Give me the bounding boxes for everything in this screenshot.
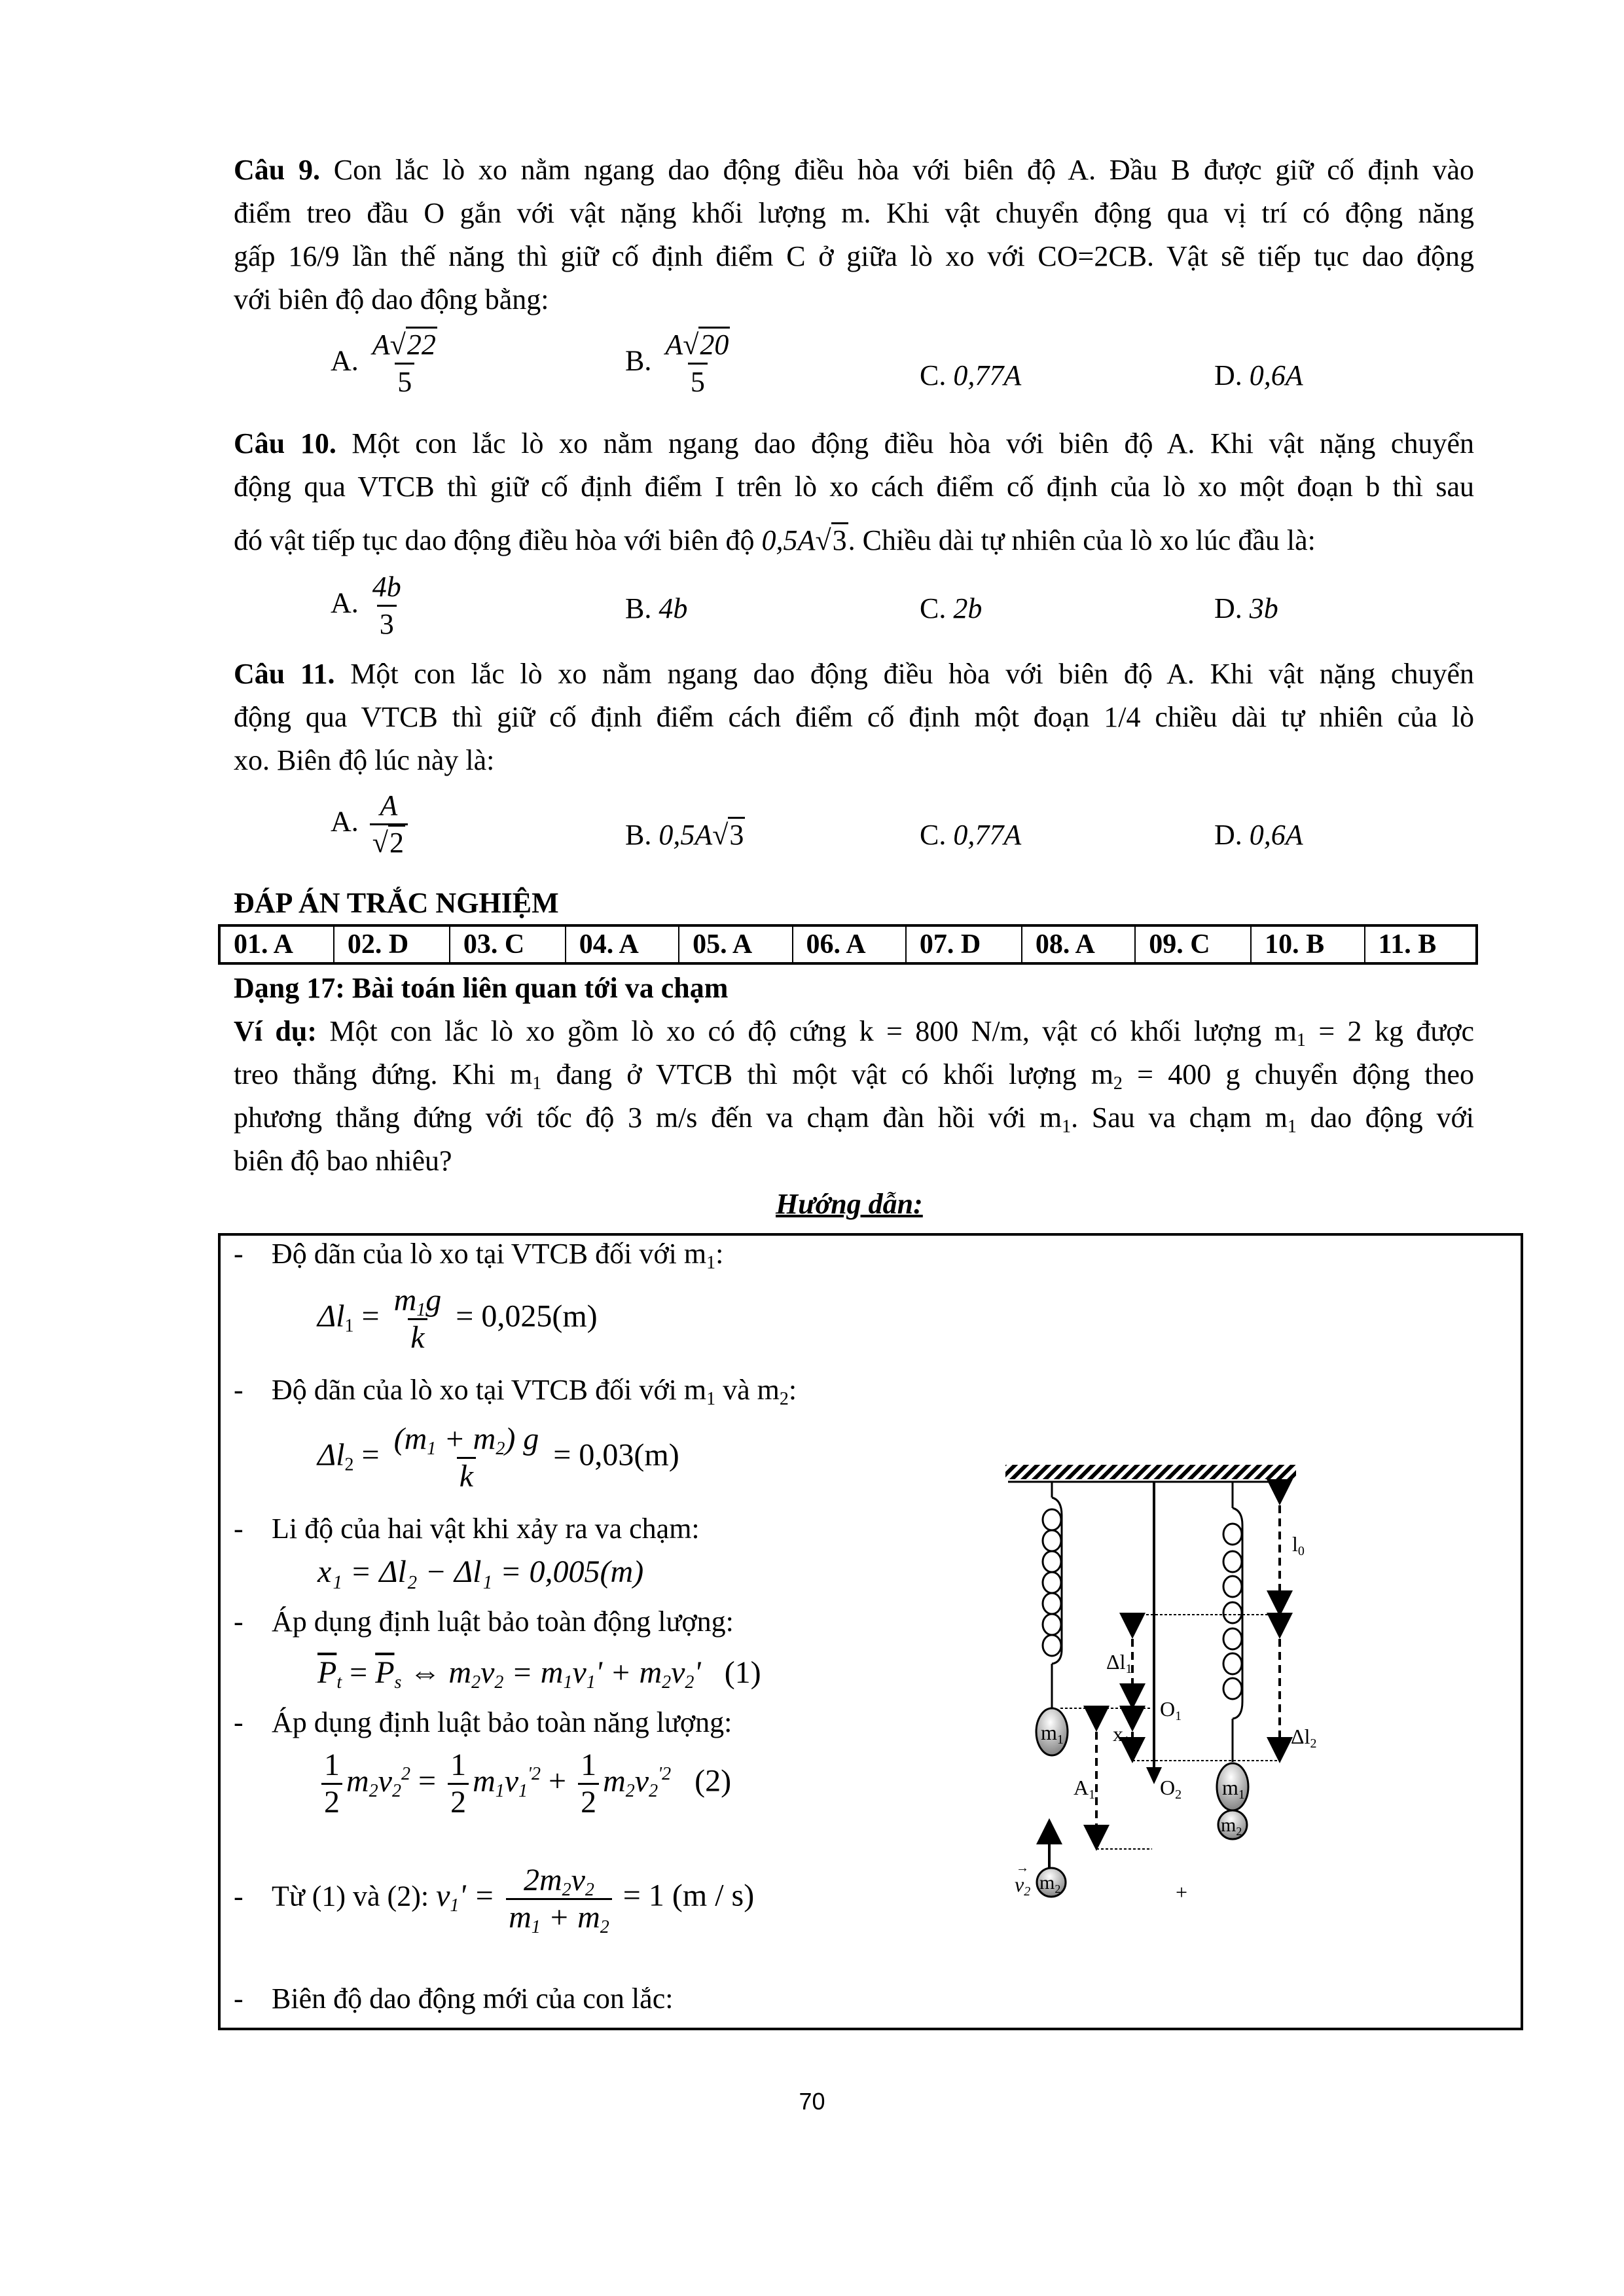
equation-tag: (2): [695, 1763, 732, 1799]
bullet: -: [234, 1513, 244, 1545]
option-value: 0,77A: [953, 819, 1022, 851]
q11-option-a: [331, 788, 412, 861]
q11-option-c: [920, 818, 1021, 852]
q10-line-2: động qua VTCB thì giữ cố định điểm I trên lò xo cách điểm cố định của lò xo một đoạn b thì sau: [234, 471, 1474, 503]
bullet: -: [234, 1982, 244, 2015]
q11-label: Câu 11.: [234, 658, 335, 690]
step-4: Áp dụng định luật bảo toàn động lượng:: [272, 1605, 734, 1638]
spring-left-icon: [1043, 1482, 1062, 1708]
fraction: $\frac{m_1g}{k}$: [393, 1283, 442, 1355]
svg-text:m2: $m_2$: [1039, 1872, 1061, 1895]
equation-energy: $\frac{1}{2}$ $m_2v_2^2$ = $\frac{1}{2}$ $m_1v_1^{'2}$ + $\frac{1}{2}$ $m_2v_2^{'2}$ (2): [317, 1748, 731, 1820]
q9-option-d: [1214, 359, 1303, 393]
option-value: 2b: [953, 592, 983, 624]
step-5: Áp dụng định luật bảo toàn năng lượng:: [272, 1706, 732, 1738]
option-letter: A.: [331, 805, 359, 838]
numerator: 4b: [372, 571, 401, 603]
answer-key-table: [218, 924, 1478, 965]
q11-option-b: B. 0,5A√3: [625, 818, 745, 852]
step-text: và m: [715, 1374, 780, 1406]
answer-cell: 09. C: [1135, 925, 1251, 963]
equation-dl2: $\Delta l_2$ = $\frac{(m_1 + m_2) g}{k}$ = 0,03(m): [317, 1422, 679, 1494]
bullet: -: [234, 1880, 244, 1912]
q10-option-d: [1214, 592, 1278, 626]
section-title: Dạng 17: Bài toán liên quan tới va chạm: [234, 972, 729, 1004]
q10-option-a: [331, 569, 408, 642]
radicand: 2: [388, 825, 405, 859]
example-text: Một con lắc lò xo gồm lò xo có độ cứng k = 800 N/m, vật có khối lượng m: [317, 1015, 1297, 1047]
q10-label: Câu 10.: [234, 427, 336, 459]
q11-option-d: [1214, 818, 1303, 852]
answer-cell: 08. A: [1022, 925, 1135, 963]
q9-line-1: [234, 153, 1474, 187]
fraction: $\frac{2m_2v_2}{m_1 + m_2}$: [506, 1863, 612, 1935]
numerator: A: [665, 329, 683, 361]
q11-line-3: xo. Biên độ lúc này là:: [234, 744, 495, 776]
option-letter: C.: [920, 592, 947, 624]
denominator: 3: [377, 605, 397, 642]
example-line-1: Ví dụ: Một con lắc lò xo gồm lò xo có độ cứng k = 800 N/m, vật có khối lượng $m_1 = 2$ kg được: [234, 1015, 1474, 1050]
answer-cell: 11. B: [1365, 925, 1477, 963]
q10-option-b: [625, 592, 687, 626]
q9-text-1: Con lắc lò xo nằm ngang dao động điều hòa với biên độ A. Đầu B được giữ cố định vào: [320, 154, 1474, 186]
bullet: -: [234, 1238, 244, 1270]
radicand: 3: [728, 817, 745, 851]
answer-key-title: ĐÁP ÁN TRẮC NGHIỆM: [234, 887, 559, 919]
answer-cell: 07. D: [906, 925, 1022, 963]
spring-collision-diagram: [995, 1427, 1466, 1924]
answer-cell: 04. A: [566, 925, 679, 963]
fraction: $\frac{(m_1 + m_2) g}{k}$: [393, 1422, 539, 1494]
radicand: 22: [406, 327, 437, 361]
o1-label: O1: [1160, 1697, 1182, 1723]
q9-option-c: [920, 359, 1021, 393]
q9-line-3: gấp 16/9 lần thế năng thì giữ cố định điểm C ở giữa lò xo với CO=2CB. Vật sẽ tiếp tục dao động: [234, 240, 1474, 272]
equation-result: = 0,025(m): [456, 1299, 598, 1334]
option-letter: A.: [331, 344, 359, 377]
option-letter: B.: [625, 819, 652, 851]
plus-direction-label: +: [1176, 1880, 1188, 1904]
answer-cell: 02. D: [334, 925, 450, 963]
q10-text-3a: đó vật tiếp tục dao động điều hòa với biên độ: [234, 524, 762, 556]
example-text: treo thẳng đứng. Khi m: [234, 1058, 533, 1090]
example-text: dao động với: [1296, 1102, 1474, 1134]
example-text: phương thẳng đứng với tốc độ 3 m/s đến va chạm đàn hồi với m: [234, 1102, 1062, 1134]
q9-option-a: [331, 327, 444, 400]
option-letter: B.: [625, 592, 652, 624]
fraction: [370, 569, 404, 642]
example-line-3: phương thẳng đứng với tốc độ 3 m/s đến va chạm đàn hồi với $m_1$. Sau va chạm $m_1$ dao động với: [234, 1102, 1474, 1137]
option-value: 0,6A: [1249, 359, 1303, 391]
answer-cell: 03. C: [450, 925, 566, 963]
numerator: A: [380, 789, 398, 821]
example-text: . Sau va chạm m: [1071, 1102, 1288, 1134]
option-letter: D.: [1214, 359, 1242, 391]
bullet: -: [234, 1605, 244, 1638]
ceiling-icon: [1005, 1465, 1296, 1479]
example-label: Ví dụ:: [234, 1015, 317, 1047]
radicand: 20: [698, 327, 730, 361]
example-text: = 400 g chuyển động theo: [1122, 1058, 1474, 1090]
fraction: $\frac{A√20}{5}$: [662, 327, 732, 400]
option-letter: D.: [1214, 819, 1242, 851]
q9-line-4: với biên độ dao động bằng:: [234, 283, 549, 315]
step-text: Độ dãn của lò xo tại VTCB đối với m: [272, 1374, 707, 1406]
q10-line-3: đó vật tiếp tục dao động điều hòa với biên độ 0,5A√3. Chiều dài tự nhiên của lò xo lúc đầu là:: [234, 524, 1316, 558]
step-6: Từ (1) và (2): $v_1'$ = $\frac{2m_2v_2}{m_1 + m_2}$ = 1 (m / s): [272, 1863, 755, 1937]
answer-cell: 05. A: [679, 925, 792, 963]
answer-cell: 10. B: [1251, 925, 1364, 963]
svg-text:m2: $m_2$: [1221, 1814, 1242, 1838]
option-letter: C.: [920, 819, 947, 851]
example-line-4: biên độ bao nhiêu?: [234, 1145, 452, 1177]
step-3: Li độ của hai vật khi xảy ra va chạm:: [272, 1513, 700, 1545]
answer-cell: 01. A: [219, 925, 334, 963]
table-row: [219, 925, 1477, 963]
option-letter: A.: [331, 586, 359, 619]
option-letter: B.: [625, 344, 652, 377]
q9-line-2: điểm treo đầu O gắn với vật nặng khối lượng m. Khi vật chuyển động qua vị trí có động năng: [234, 197, 1474, 229]
equation-result: = 0,03(m): [553, 1437, 679, 1473]
q10-text-1: Một con lắc lò xo nằm ngang dao động điều hòa với biên độ A. Khi vật nặng chuyển: [336, 427, 1474, 459]
spring-right-icon: [1223, 1482, 1242, 1762]
fraction: $\frac{A√22}{5}$: [370, 327, 440, 400]
denominator: 5: [688, 363, 708, 400]
option-value: 4b: [659, 592, 688, 624]
example-text: = 2 kg được: [1305, 1015, 1474, 1047]
answer-cell: 06. A: [793, 925, 906, 963]
equation-result: = 1 (m / s): [623, 1878, 755, 1913]
svg-text:→: →: [1016, 1861, 1029, 1875]
x1-label: x1: [1113, 1722, 1130, 1748]
q10-text-3b: . Chiều dài tự nhiên của lò xo lúc đầu là:: [848, 524, 1316, 556]
o2-label: O2: [1160, 1776, 1182, 1802]
step-2: Độ dãn của lò xo tại VTCB đối với $m_1$ và $m_2$:: [272, 1374, 797, 1409]
dl2-label: Δl2: [1291, 1725, 1317, 1751]
v2-label: v2: [1015, 1873, 1031, 1899]
option-value: 3b: [1249, 592, 1278, 624]
guide-title: Hướng dẫn:: [776, 1188, 923, 1220]
equation-x1: x₁ = Δl₂ − Δl₁ = 0,005(m): [317, 1554, 644, 1589]
option-letter: D.: [1214, 592, 1242, 624]
numerator: A: [372, 329, 390, 361]
step-7: Biên độ dao động mới của con lắc:: [272, 1982, 674, 2015]
equation-tag: (1): [724, 1655, 761, 1690]
fraction: $\frac{A}{√2}$: [370, 788, 408, 861]
step-text: Độ dãn của lò xo tại VTCB đối với m: [272, 1238, 707, 1270]
q9-label: Câu 9.: [234, 154, 320, 186]
example-text: đang ở VTCB thì một vật có khối lượng m: [541, 1058, 1113, 1090]
bullet: -: [234, 1374, 244, 1406]
option-value: 0,6A: [1249, 819, 1303, 851]
m1-label: m1: [1041, 1721, 1064, 1747]
q10-line-1: [234, 427, 1474, 461]
a1-label: A1: [1074, 1776, 1096, 1802]
option-letter: C.: [920, 359, 947, 391]
amplitude-prefix: 0,5A: [761, 524, 816, 556]
example-line-2: treo thẳng đứng. Khi $m_1$ đang ở VTCB thì một vật có khối lượng $m_2 = 400$ g chuyển động theo: [234, 1058, 1474, 1094]
q11-line-2: động qua VTCB thì giữ cố định điểm cách điểm cố định một đoạn 1/4 chiều dài tự nhiên của lò: [234, 701, 1474, 733]
q9-option-b: [625, 327, 736, 400]
q10-option-c: [920, 592, 982, 626]
radicand: 3: [831, 522, 848, 556]
page-number: 70: [799, 2088, 825, 2115]
step-text: Từ (1) và (2):: [272, 1880, 437, 1912]
q11-line-1: [234, 657, 1474, 691]
dl1-label: Δl1: [1106, 1650, 1132, 1676]
denominator: 5: [395, 363, 414, 400]
q11-text-1: Một con lắc lò xo nằm ngang dao động điều hòa với biên độ A. Khi vật nặng chuyển: [334, 658, 1474, 690]
step-1: Độ dãn của lò xo tại VTCB đối với $m_1$:: [272, 1238, 724, 1273]
bullet: -: [234, 1706, 244, 1738]
option-value: 0,77A: [953, 359, 1022, 391]
svg-text:m1: m1: [1222, 1776, 1245, 1802]
option-value: 0,5A: [659, 819, 713, 851]
equation-dl1: $\Delta l_1$ = $\frac{m_1g}{k}$ = 0,025(m): [317, 1283, 598, 1355]
equation-momentum: $\overline{P}_t = \overline{P}_s$ ⇔ $m_2v_2 = m_1v_1' + m_2v_2'$ (1): [317, 1655, 761, 1693]
l0-label: l0: [1292, 1532, 1305, 1558]
